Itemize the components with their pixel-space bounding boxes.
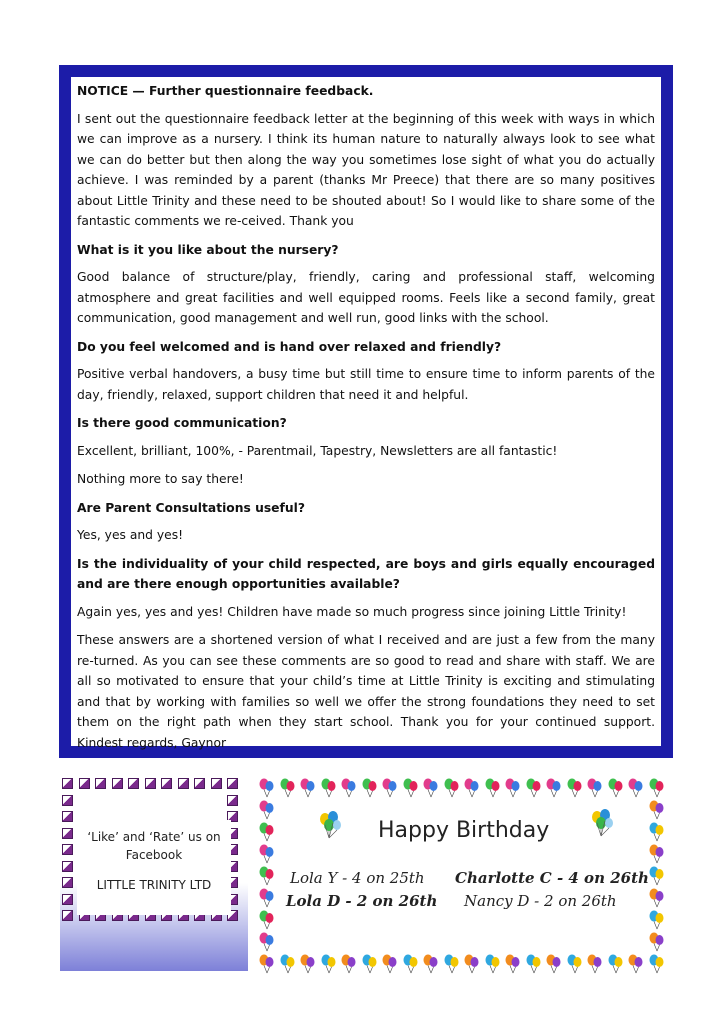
square-pattern-icon	[112, 778, 123, 789]
square-pattern-icon	[79, 778, 90, 789]
birthday-title: Happy Birthday	[378, 818, 550, 843]
balloon-icon	[258, 888, 275, 908]
balloon-icon	[320, 778, 337, 798]
balloon-icon	[258, 910, 275, 930]
square-pattern-icon	[227, 778, 238, 789]
balloon-icon	[463, 778, 480, 798]
balloon-icon	[586, 954, 603, 974]
square-pattern-icon	[95, 778, 106, 789]
balloon-icon	[258, 866, 275, 886]
balloon-icon	[648, 932, 665, 952]
balloon-icon	[566, 778, 583, 798]
balloon-icon	[443, 954, 460, 974]
balloon-icon	[566, 954, 583, 974]
balloon-icon	[340, 954, 357, 974]
balloon-icon	[545, 778, 562, 798]
answer-3: Excellent, brilliant, 100%, - Parentmail, Tapestry, Newsletters are all fantastic!	[77, 443, 558, 458]
balloon-icon	[648, 888, 665, 908]
question-1: What is it you like about the nursery?	[77, 242, 339, 257]
square-pattern-icon	[128, 778, 139, 789]
square-pattern-icon	[62, 844, 73, 855]
square-pattern-icon	[62, 828, 73, 839]
square-pattern-icon	[62, 861, 73, 872]
birthday-name-4: Nancy D - 2 on 26th	[464, 892, 617, 910]
facebook-line-2: Facebook	[125, 848, 183, 862]
balloon-icon	[381, 954, 398, 974]
balloon-icon	[320, 954, 337, 974]
question-4: Are Parent Consultations useful?	[77, 500, 305, 515]
balloon-icon	[504, 954, 521, 974]
balloon-icon	[525, 778, 542, 798]
notice-closing: These answers are a shortened version of what I received and are just a few from the many re-turned. As you can see these comments are so good to read and share with staff. We are all so motivated to ensure that your child’s time at Little Trinity is exciting and stimulating and that by working with families so well we offer the strong foundations they need to set them on the right path when they start school. Thank you for your continued support. Kindest regards, Gaynor	[77, 633, 655, 750]
balloon-icon	[279, 778, 296, 798]
square-pattern-icon	[62, 811, 73, 822]
balloon-icon	[258, 778, 275, 798]
facebook-line-1: ‘Like’ and ‘Rate’ us on	[87, 830, 221, 844]
balloon-icon	[258, 954, 275, 974]
balloon-icon	[607, 954, 624, 974]
balloon-icon	[484, 778, 501, 798]
balloon-icon	[422, 954, 439, 974]
balloon-icon	[402, 954, 419, 974]
square-pattern-icon	[145, 778, 156, 789]
square-pattern-icon	[211, 778, 222, 789]
answer-5: Again yes, yes and yes! Children have made so much progress since joining Little Trinity!	[77, 604, 627, 619]
square-pattern-icon	[227, 795, 238, 806]
question-3: Is there good communication?	[77, 416, 287, 430]
balloon-icon	[258, 932, 275, 952]
balloon-icon	[648, 954, 665, 974]
balloon-icon	[422, 778, 439, 798]
answer-3b: Nothing more to say there!	[77, 472, 244, 486]
balloon-icon	[504, 778, 521, 798]
notice-intro: I sent out the questionnaire feedback letter at the beginning of this week with ways in which we can improve as a nursery. I think its human nature to naturally always look to see what we can do better but then along the way you sometimes lose sight of what you do actually achieve. I was reminded by a parent (thanks Mr Preece) that there are so many positives about Little Trinity and these need to be shouted about! So I would like to share some of the fantastic comments we re-ceived. Thank you	[77, 111, 655, 228]
question-2: Do you feel welcomed and is hand over relaxed and friendly?	[77, 339, 502, 354]
birthday-name-1: Lola Y - 4 on 25th	[290, 869, 425, 887]
balloon-icon	[525, 954, 542, 974]
facebook-text-box	[77, 820, 231, 915]
notice-title: NOTICE — Further questionnaire feedback.	[77, 84, 374, 98]
balloon-icon	[402, 778, 419, 798]
balloon-icon	[299, 954, 316, 974]
balloon-icon	[299, 778, 316, 798]
balloon-icon	[381, 778, 398, 798]
balloon-icon	[279, 954, 296, 974]
square-pattern-icon	[194, 778, 205, 789]
balloon-icon	[340, 778, 357, 798]
answer-1: Good balance of structure/play, friendly, caring and professional staff, welcoming atmosphere and great facilities and well equipped rooms. Feels like a second family, great communication, good management and well run, good links with the school.	[77, 270, 655, 325]
balloon-icon	[361, 954, 378, 974]
square-pattern-icon	[178, 778, 189, 789]
balloon-icon	[607, 778, 624, 798]
question-5: Is the individuality of your child respected, are boys and girls equally encouraged and are there enough opportunities available?	[77, 556, 655, 591]
birthday-name-3: Lola D - 2 on 26th	[286, 892, 438, 910]
balloon-icon	[648, 910, 665, 930]
balloon-bunch-icon-left	[316, 810, 344, 840]
square-pattern-icon	[62, 894, 73, 905]
balloon-icon	[627, 778, 644, 798]
square-pattern-icon	[62, 877, 73, 888]
answer-4: Yes, yes and yes!	[77, 528, 184, 542]
square-pattern-icon	[62, 910, 73, 921]
balloon-icon	[463, 954, 480, 974]
square-pattern-icon	[62, 778, 73, 789]
balloon-icon	[648, 822, 665, 842]
balloon-icon	[443, 778, 460, 798]
balloon-icon	[648, 866, 665, 886]
birthday-name-2: Charlotte C - 4 on 26th	[455, 869, 649, 887]
square-pattern-icon	[62, 795, 73, 806]
balloon-icon	[648, 800, 665, 820]
balloon-icon	[258, 844, 275, 864]
balloon-icon	[586, 778, 603, 798]
balloon-icon	[545, 954, 562, 974]
balloon-icon	[258, 822, 275, 842]
notice-panel	[71, 77, 661, 750]
balloon-icon	[361, 778, 378, 798]
balloon-icon	[258, 800, 275, 820]
facebook-line-3: LITTLE TRINITY LTD	[96, 878, 212, 892]
balloon-icon	[484, 954, 501, 974]
answer-2: Positive verbal handovers, a busy time but still time to ensure time to inform parents of the day, friendly, relaxed, support children that need it and helpful.	[77, 367, 655, 402]
balloon-icon	[627, 954, 644, 974]
balloon-bunch-icon-right	[588, 808, 616, 838]
square-pattern-icon	[161, 778, 172, 789]
balloon-icon	[648, 778, 665, 798]
balloon-icon	[648, 844, 665, 864]
